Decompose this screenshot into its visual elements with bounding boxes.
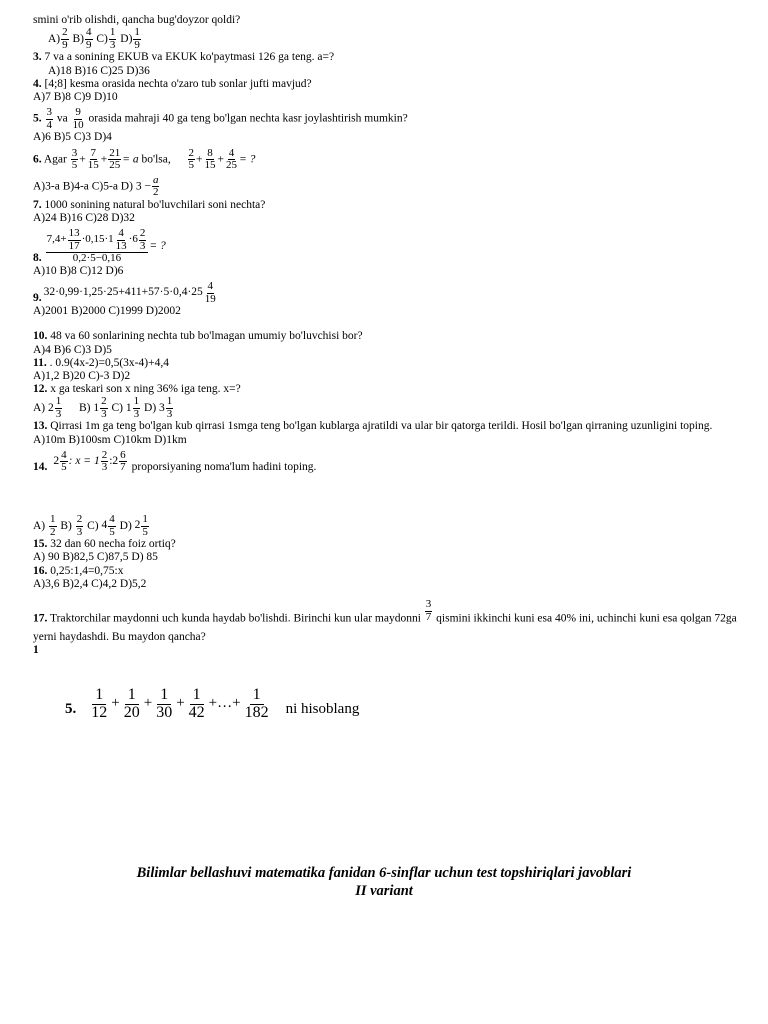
q14-options bbox=[33, 514, 743, 538]
q14-question: 14. 2 $\frac{4}{5}$ : x = 1 $\frac{2}{3}$ :2 $\frac{6}{7}$ proporsiyaning noma'lum hadini toping. bbox=[33, 448, 317, 474]
q15-answers: A) 90 B)82,5 C)87,5 D) 85 bbox=[33, 551, 158, 564]
q13-answers: A)10m B)100sm C)10km D)1km bbox=[33, 433, 187, 446]
q9-question: 9. 32·0,99·1,25·25+411+57·5·0,4·25 $\frac{4}{19}$ bbox=[33, 279, 216, 305]
q17-trailing: 1 bbox=[33, 644, 39, 657]
q4-question: 4. [4;8] kesma orasida nechta o'zaro tub sonlar jufti mavjud? bbox=[33, 77, 312, 90]
q17-question: 17. Traktorchilar maydonni uch kunda haydab bo'lishdi. Birinchi kun ular maydonni $\frac{3}{7}$ qismini ikkinchi kuni esa 40% ini, uchinchi kuni esa qolgan 72ga yerni haydashdi. Bu maydon qancha? bbox=[33, 597, 737, 644]
q8-question: 8. 7,4+ $\frac{13}{17}$ ·0,15·1 $\frac{4}{13}$ ·6 $\frac{2}{3}$ 0,2·5−0,16 = ? bbox=[33, 227, 166, 265]
series-question: 5. $\frac{1}{12}$ + $\frac{1}{20}$ + $\frac{1}{30}$ + $\frac{1}{42}$ +…+ $\frac{1}{182}$ ni hisoblang bbox=[65, 685, 360, 722]
q14-option-a: A) $\frac{1}{2}$ bbox=[33, 513, 56, 538]
q12-option-a: A) 2 $\frac{1}{3}$ bbox=[33, 395, 62, 420]
q16-answers: A)3,6 B)2,4 C)4,2 D)5,2 bbox=[33, 577, 147, 590]
q2-option-d: D) $\frac{1}{9}$ bbox=[120, 26, 140, 51]
q12-option-c: C) 1 $\frac{1}{3}$ bbox=[111, 395, 140, 420]
footer-line-2: II variant bbox=[355, 883, 413, 900]
q14-option-d: D) 2 $\frac{1}{5}$ bbox=[119, 513, 148, 538]
q14-option-c: C) 4 $\frac{4}{5}$ bbox=[87, 513, 115, 538]
q7-question: 7. 1000 sonining natural bo'luvchilari soni nechta? bbox=[33, 198, 266, 211]
q9-answers: A)2001 B)2000 C)1999 D)2002 bbox=[33, 305, 181, 318]
q15-question: 15. 32 dan 60 necha foiz ortiq? bbox=[33, 538, 176, 551]
test-page bbox=[33, 14, 743, 722]
q12-option-b: B) 1 $\frac{2}{3}$ bbox=[79, 395, 107, 420]
q4-answers: A)7 B)8 C)9 D)10 bbox=[33, 90, 118, 103]
q8-answers: A)10 B)8 C)12 D)6 bbox=[33, 264, 124, 277]
q2-option-c: C) $\frac{1}{3}$ bbox=[96, 26, 116, 51]
q2-options bbox=[48, 27, 743, 51]
q11-question: 11. . 0.9(4x-2)=0,5(3x-4)+4,4 bbox=[33, 356, 169, 369]
q10-question: 10. 48 va 60 sonlarining nechta tub bo'lmagan umumiy bo'luvchisi bor? bbox=[33, 330, 363, 343]
q12-question: 12. x ga teskari son x ning 36% iga teng. x=? bbox=[33, 383, 241, 396]
footer-title bbox=[0, 864, 768, 900]
q12-options bbox=[33, 396, 743, 420]
q6-answers: A)3-a B)4-a C)5-a D) 3 − $\frac{a}{2}$ bbox=[33, 173, 159, 199]
q12-option-d: D) 3 $\frac{1}{3}$ bbox=[144, 395, 173, 420]
q13-question: 13. Qirrasi 1m ga teng bo'lgan kub qirrasi 1smga teng bo'lgan kublarga ajratildi va ular bir qatorga terildi. Hosil bo'lgan qirraning uzunligini toping. bbox=[33, 420, 713, 433]
q3-question: 3. 7 va a sonining EKUB va EKUK ko'paytmasi 126 ga teng. a=? bbox=[33, 51, 335, 64]
q6-question: 6. Agar $\frac{3}{5}$ + $\frac{7}{15}$ + $\frac{21}{25}$ = a bo'lsa, $\frac{2}{5}$ + $\frac{8}{15}$ + $\frac{4}{25}$ = ? bbox=[33, 146, 256, 172]
q2-option-a: A) $\frac{2}{9}$ bbox=[48, 26, 68, 51]
q5-question: 5. $\frac{3}{4}$ va $\frac{9}{10}$ orasida mahraji 40 ga teng bo'lgan nechta kasr joylashtirish mumkin? bbox=[33, 106, 408, 131]
q5-answers: A)6 B)5 C)3 D)4 bbox=[33, 131, 112, 144]
q3-answers: A)18 B)16 C)25 D)36 bbox=[48, 64, 150, 77]
footer-line-1: Bilimlar bellashuvi matematika fanidan 6-sinflar uchun test topshiriqlari javoblari bbox=[136, 865, 632, 881]
q16-question: 16. 0,25:1,4=0,75:x bbox=[33, 564, 124, 577]
q11-answers: A)1,2 B)20 C)-3 D)2 bbox=[33, 369, 131, 382]
q14-option-b: B) $\frac{2}{3}$ bbox=[60, 513, 83, 538]
q10-answers: A)4 B)6 C)3 D)5 bbox=[33, 343, 112, 356]
q7-answers: A)24 B)16 C)28 D)32 bbox=[33, 211, 135, 224]
q2-text: smini o'rib olishdi, qancha bug'doyzor qoldi? bbox=[33, 14, 241, 26]
q2-option-b: B) $\frac{4}{9}$ bbox=[72, 26, 92, 51]
